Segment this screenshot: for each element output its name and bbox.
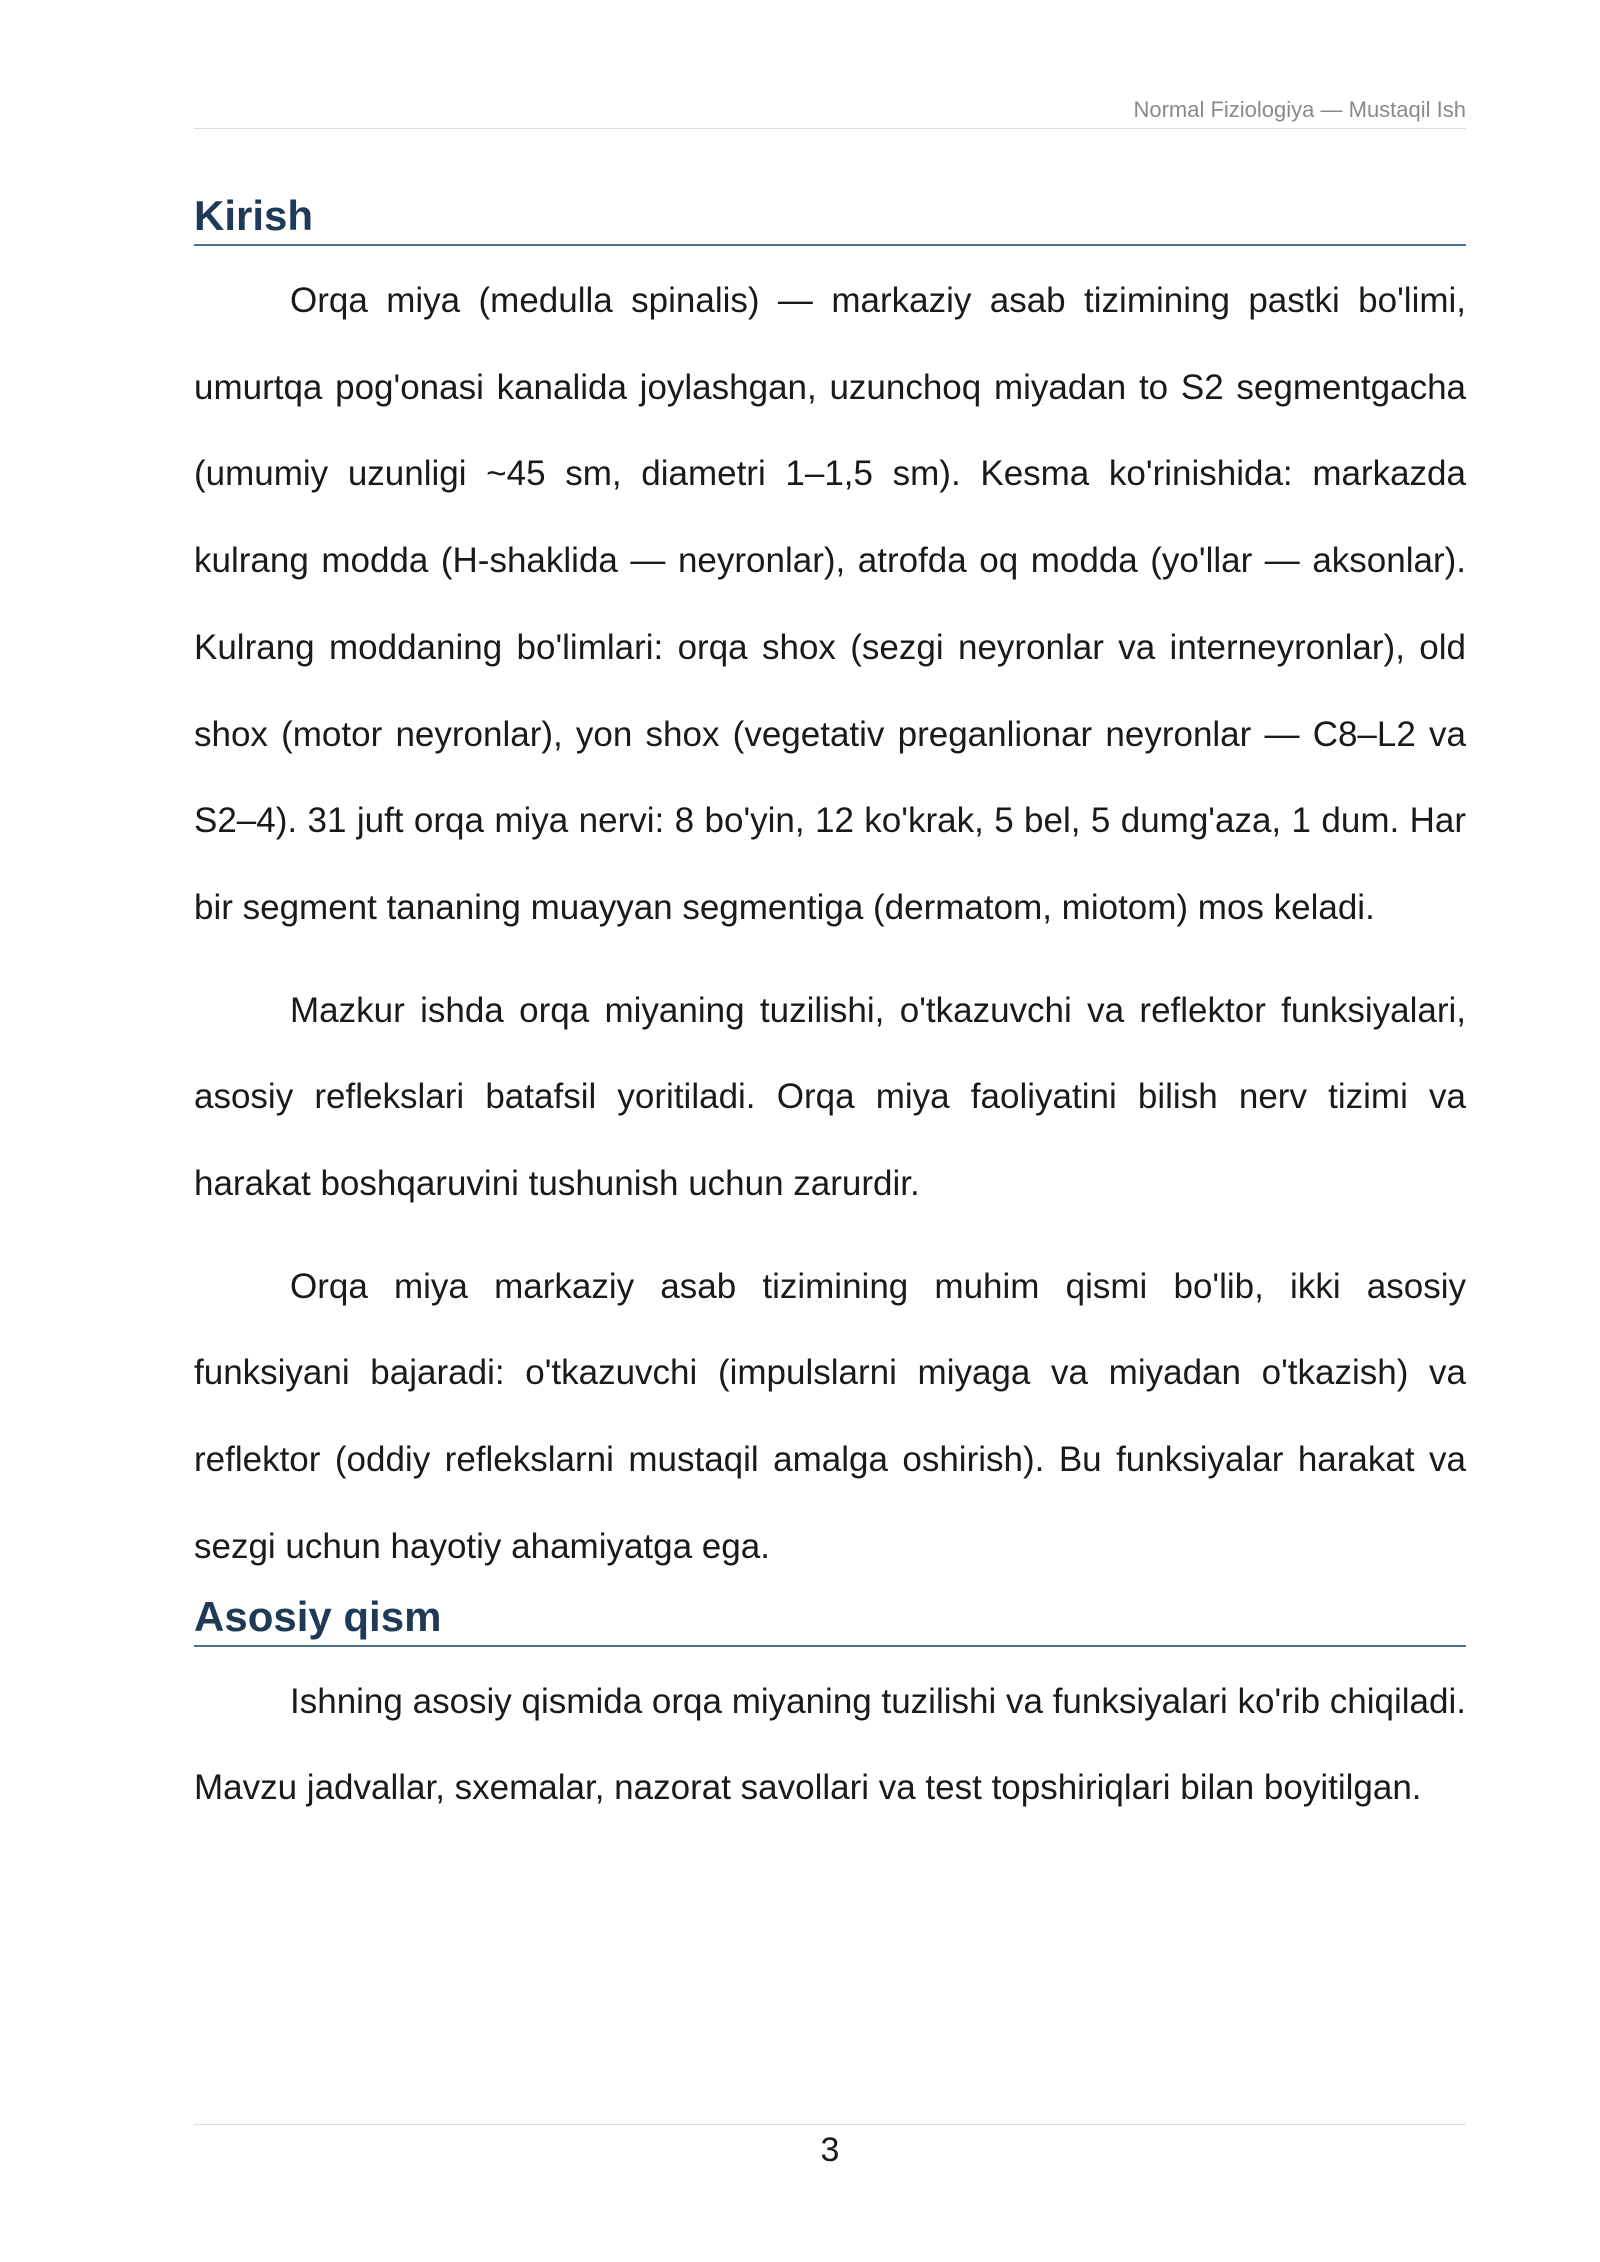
page-number: 3: [820, 2131, 840, 2169]
paragraph: Orqa miya markaziy asab tizimining muhim qismi bo'lib, ikki asosiy funksiyani bajaradi: o'tkazuvchi (impulslarni miyaga va miyadan o'tkazish) va reflektor (oddiy reflekslarni mustaqil amalga oshirish). Bu funksiyalar harakat va sezgi uchun hayotiy ahamiyatga ega.: [194, 1266, 1466, 1566]
footer-divider: [194, 2124, 1466, 2125]
section-heading-kirish: Kirish: [194, 190, 1466, 246]
section-kirish: [194, 190, 1466, 1591]
paragraph: Orqa miya (medulla spinalis) — markaziy asab tizimining pastki bo'limi, umurtqa pog'onasi kanalida joylashgan, uzunchoq miyadan to S2 segmentgacha (umumiy uzunligi ~45 sm, diametri 1–1,5 sm). Kesma ko'rinishida: markazda kulrang modda (H-shaklida — neyronlar), atrofda oq modda (yo'llar — aksonlar). Kulrang moddaning bo'limlari: orqa shox (sezgi neyronlar va interneyronlar), old shox (motor neyronlar), yon shox (vegetativ preganlionar neyronlar — C8–L2 va S2–4). 31 juft orqa miya nervi: 8 bo'yin, 12 ko'krak, 5 bel, 5 dumg'aza, 1 dum. Har bir segment tananing muayyan segmentiga (dermatom, miotom) mos keladi.: [194, 281, 1466, 927]
section-heading-asosiy-qism: Asosiy qism: [194, 1591, 1466, 1647]
paragraph: Ishning asosiy qismida orqa miyaning tuzilishi va funksiyalari ko'rib chiqiladi. Mavzu jadvallar, sxemalar, nazorat savollari va test topshiriqlari bilan boyitilgan.: [194, 1681, 1466, 1808]
running-header: Normal Fiziologiya — Mustaqil Ish: [194, 94, 1466, 129]
paragraph: Mazkur ishda orqa miyaning tuzilishi, o'tkazuvchi va reflektor funksiyalari, asosiy reflekslari batafsil yoritiladi. Orqa miya faoliyatini bilish nerv tizimi va harakat boshqaruvini tushunish uchun zarurdir.: [194, 990, 1466, 1204]
section-asosiy-qism: [194, 1591, 1466, 1832]
page-content: [194, 190, 1466, 1832]
